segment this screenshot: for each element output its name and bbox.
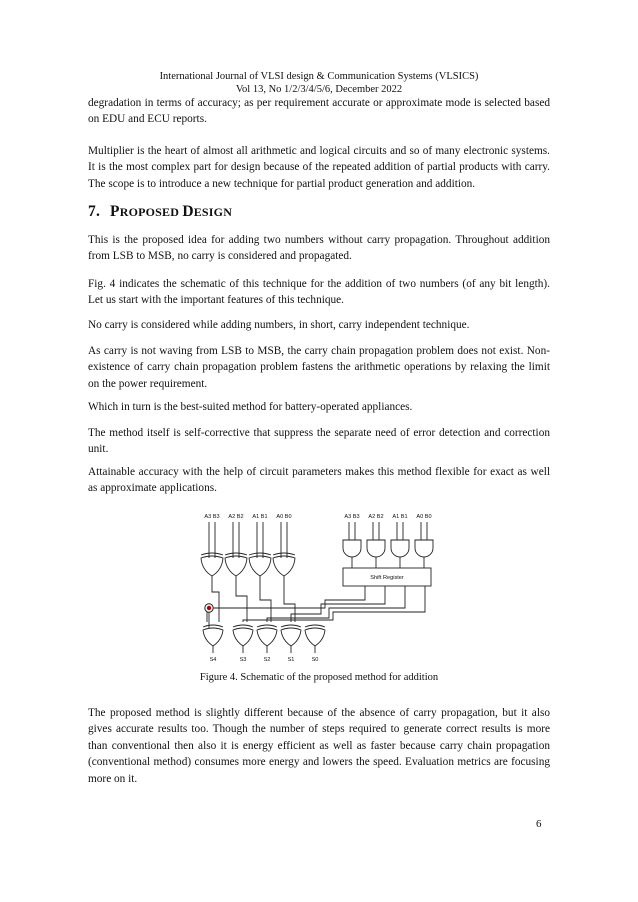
section-number: 7. (88, 203, 101, 220)
paragraph-5: No carry is considered while adding numbers, in short, carry independent technique. (88, 319, 470, 331)
output-xor-gate-4 (203, 625, 223, 646)
paragraph-2: Multiplier is the heart of almost all arithmetic and logical circuits and so of many electronic systems. It is the most complex part for design because of the repeated addition of partial products with carry. The scope is to introduce a new technique for partial product generation and addition. (88, 145, 550, 190)
section-title-initial-1: P (110, 203, 120, 220)
figure-caption: Figure 4. Schematic of the proposed method for addition (199, 672, 439, 683)
journal-header-line2: Vol 13, No 1/2/3/4/5/6, December 2022 (235, 84, 403, 95)
paragraph-7: Which in turn is the best-suited method for battery-operated appliances. (88, 401, 413, 413)
xor-gate-2 (225, 553, 247, 576)
xor-input-label-1: A1 B1 (252, 514, 268, 520)
section-title-rest-1: ROPOSED (119, 205, 183, 219)
and-input-label-2: A2 B2 (368, 514, 384, 520)
and-gate-2 (367, 540, 385, 557)
paragraph-9: Attainable accuracy with the help of circuit parameters makes this method flexible for exact as well as approximate applications. (88, 466, 550, 495)
and-input-label-0: A0 B0 (416, 514, 432, 520)
paragraph-8: The method itself is self-corrective that suppress the separate need of error detection and correction unit. (88, 427, 550, 456)
probe-node-dot-icon (207, 606, 211, 610)
output-xor-gate-0 (305, 625, 325, 646)
section-heading (88, 203, 232, 221)
output-label-s2: S2 (263, 657, 271, 663)
xor-input-label-2: A2 B2 (228, 514, 244, 520)
and-input-label-1: A1 B1 (392, 514, 408, 520)
output-label-s0: S0 (311, 657, 319, 663)
shift-register-label: Shift Register (370, 575, 404, 581)
xor-gate-0 (273, 553, 295, 576)
output-xor-gate-1 (281, 625, 301, 646)
output-xor-gate-2 (257, 625, 277, 646)
output-label-s3: S3 (239, 657, 247, 663)
section-title-rest-2: ESIGN (193, 205, 233, 219)
paragraph-10: The proposed method is slightly different because of the absence of carry propagation, but it also gives accurate results too. Though the number of steps required to generate correct results is more than conventional then also it is energy efficient as well as faster because carry chain propagation (conventional method) consumes more energy and lowers the speed. Evaluation metrics are focusing more on it. (88, 707, 550, 785)
xor-gate-3 (201, 553, 223, 576)
journal-header-line1: International Journal of VLSI design & Communication Systems (VLSICS) (159, 71, 479, 82)
section-title-initial-2: D (182, 203, 194, 220)
xor-input-label-0: A0 B0 (276, 514, 292, 520)
paragraph-1: degradation in terms of accuracy; as per requirement accurate or approximate mode is selected based on EDU and ECU reports. (88, 97, 550, 126)
output-xor-gate-3 (233, 625, 253, 646)
output-label-s1: S1 (287, 657, 295, 663)
and-gate-3 (343, 540, 361, 557)
xor-input-label-3: A3 B3 (204, 514, 220, 520)
paragraph-4: Fig. 4 indicates the schematic of this technique for the addition of two numbers (of any bit length). Let us start with the important features of this technique. (88, 278, 550, 307)
output-label-s4: S4 (209, 657, 217, 663)
page-number: 6 (536, 818, 542, 830)
and-gate-0 (415, 540, 433, 557)
xor-gate-1 (249, 553, 271, 576)
paragraph-3: This is the proposed idea for adding two numbers without carry propagation. Throughout addition from LSB to MSB, no carry is considered and propagated. (88, 234, 550, 263)
and-gate-1 (391, 540, 409, 557)
adder-schematic-figure (195, 508, 440, 668)
and-input-label-3: A3 B3 (344, 514, 360, 520)
paragraph-6: As carry is not waving from LSB to MSB, the carry chain propagation problem does not exist. Non-existence of carry chain propagation problem fastens the arithmetic operations by relaxing the limit on the power requirement. (88, 345, 550, 390)
